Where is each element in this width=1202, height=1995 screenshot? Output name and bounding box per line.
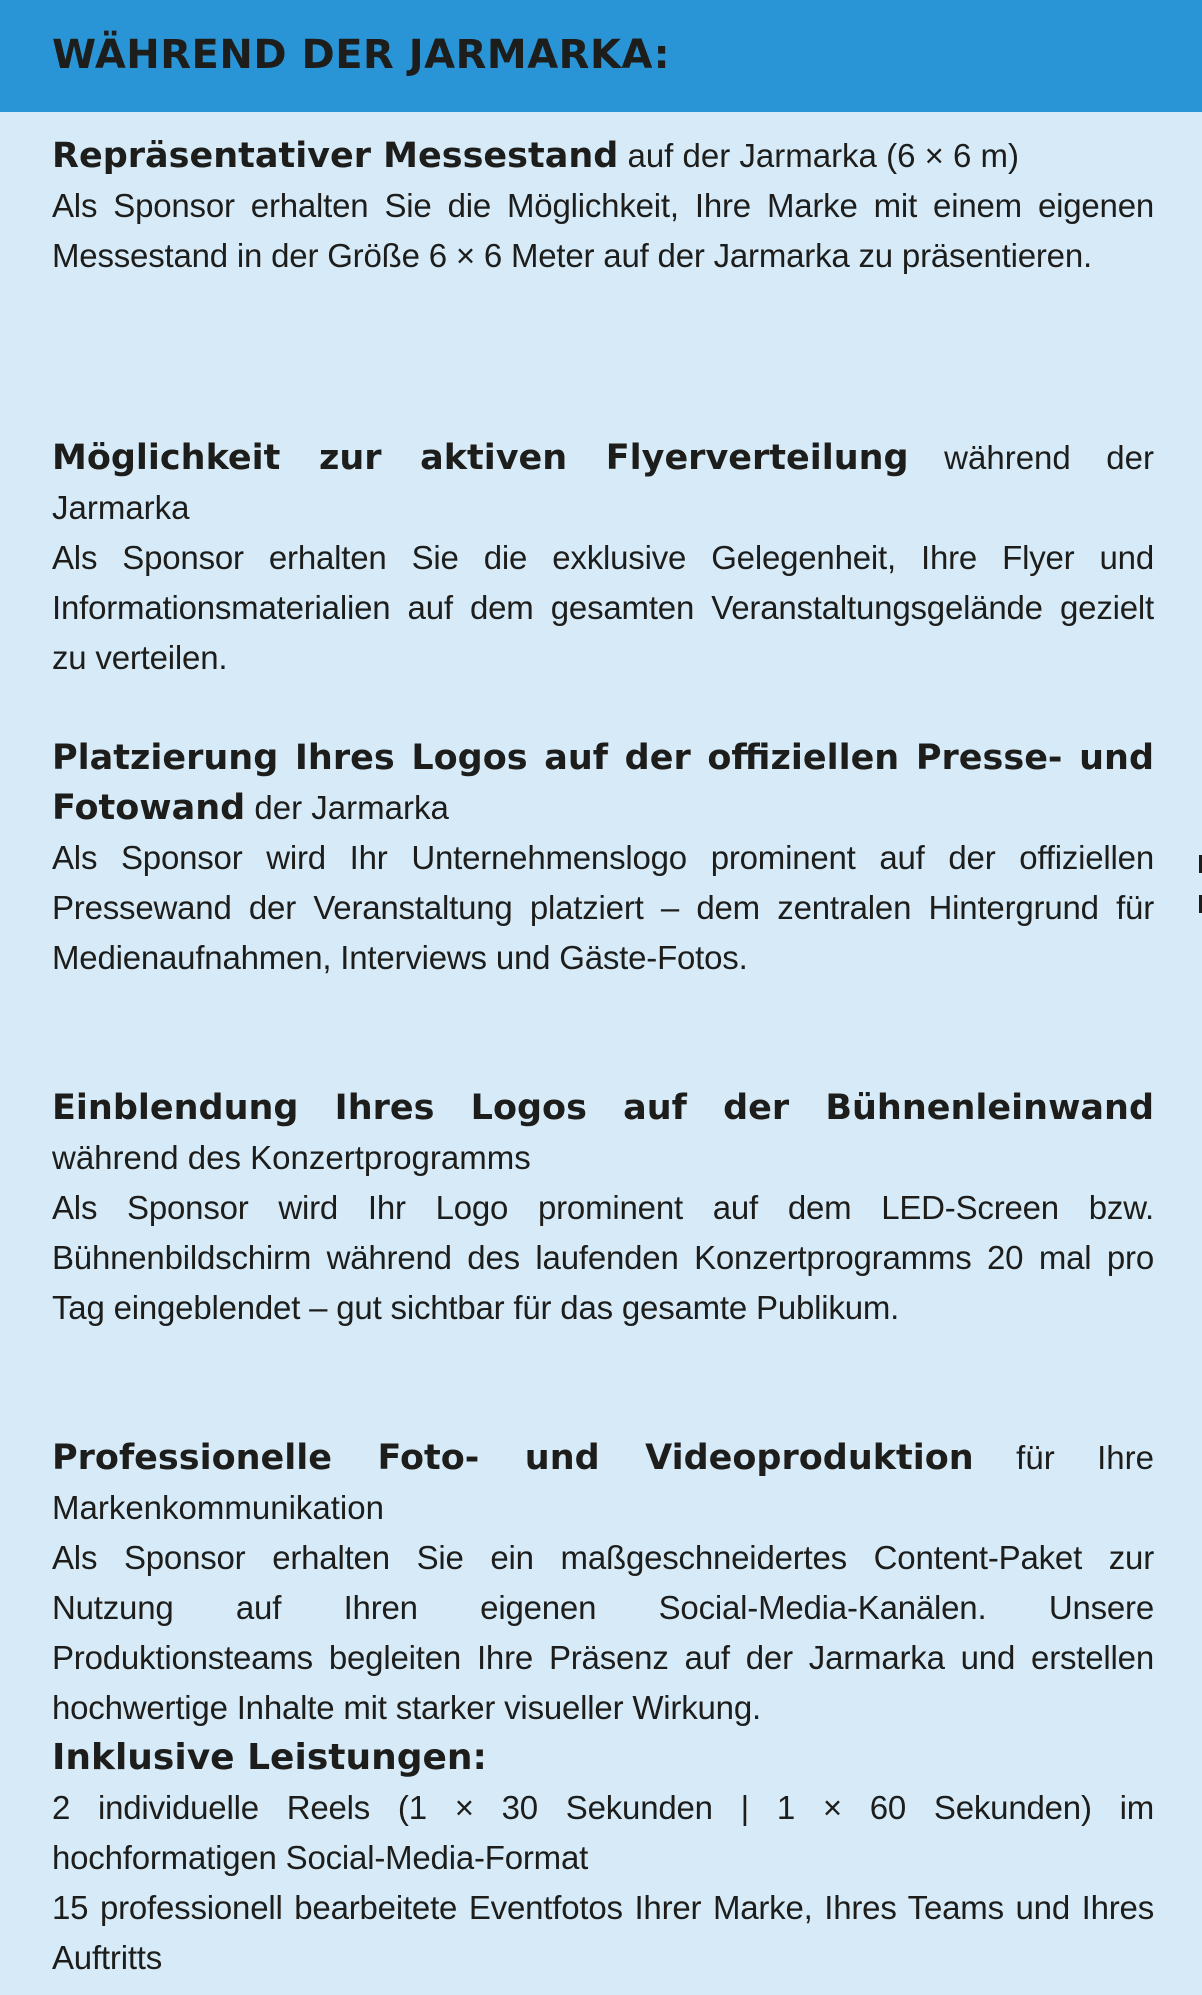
section-pressewand xyxy=(52,733,1154,983)
included-item: 2 individuelle Reels (1 × 30 Sekunden | 1 × 60 Sekunden) im hochformatigen Social-Media-Format xyxy=(52,1789,1154,1876)
section-description: Als Sponsor erhalten Sie ein maßgeschneidertes Content-Paket zur Nutzung auf Ihren eigenen Social-Media-Kanälen. Unsere Produktionsteams begleiten Ihre Präsenz auf der Jarmarka und erstellen hochwertige Inhalte mit starker visueller Wirkung. xyxy=(52,1539,1154,1726)
section-title: Einblendung Ihres Logos auf der Bühnenleinwand xyxy=(52,1088,1154,1128)
page-title: WÄHREND DER JARMARKA: xyxy=(52,32,671,78)
section-heading xyxy=(52,1083,1154,1183)
section-flyerverteilung xyxy=(52,433,1154,683)
section-title: Repräsentativer Messestand xyxy=(52,136,619,176)
section-title-suffix: der Jarmarka xyxy=(245,789,449,826)
section-heading xyxy=(52,131,1154,181)
section-description: Als Sponsor erhalten Sie die Möglichkeit, Ihre Marke mit einem eigenen Messestand in der Größe 6 × 6 Meter auf der Jarmarka zu präsentieren. xyxy=(52,187,1154,274)
section-description: Als Sponsor erhalten Sie die exklusive Gelegenheit, Ihre Flyer und Informationsmaterialien auf dem gesamten Veranstaltungsgelände gezielt zu verteilen. xyxy=(52,539,1154,676)
included-item: 15 professionell bearbeitete Eventfotos Ihrer Marke, Ihres Teams und Ihres Auftritts xyxy=(52,1889,1154,1976)
section-title: Möglichkeit zur aktiven Flyerverteilung xyxy=(52,438,909,478)
section-title: Professionelle Foto- und Videoproduktion xyxy=(52,1438,974,1478)
section-heading xyxy=(52,433,1154,533)
header-bar xyxy=(0,0,1202,112)
section-title-suffix: während der Jarmarka xyxy=(52,439,1155,526)
section-title-suffix: auf der Jarmarka (6 × 6 m) xyxy=(618,137,1020,174)
section-messestand xyxy=(52,131,1154,281)
section-title: Platzierung Ihres Logos auf der offiziellen Presse- und Fotowand xyxy=(52,738,1154,828)
section-foto-videoproduktion xyxy=(52,1433,1154,1983)
section-heading xyxy=(52,733,1154,833)
section-title-suffix: für Ihre Markenkommunikation xyxy=(52,1439,1154,1526)
section-description: Als Sponsor wird Ihr Unternehmenslogo prominent auf der offiziellen Pressewand der Veranstaltung platziert – dem zentralen Hintergrund für Medienaufnahmen, Interviews und Gäste-Fotos. xyxy=(52,839,1154,976)
section-description: Als Sponsor wird Ihr Logo prominent auf dem LED-Screen bzw. Bühnenbildschirm während des laufenden Konzertprogramms 20 mal pro Tag eingeblendet – gut sichtbar für das gesamte Publikum. xyxy=(52,1189,1154,1326)
section-title-suffix: während des Konzertprogramms xyxy=(52,1139,531,1176)
included-heading: Inklusive Leistungen: xyxy=(52,1737,487,1778)
section-heading xyxy=(52,1433,1154,1533)
section-buehnenleinwand xyxy=(52,1083,1154,1333)
